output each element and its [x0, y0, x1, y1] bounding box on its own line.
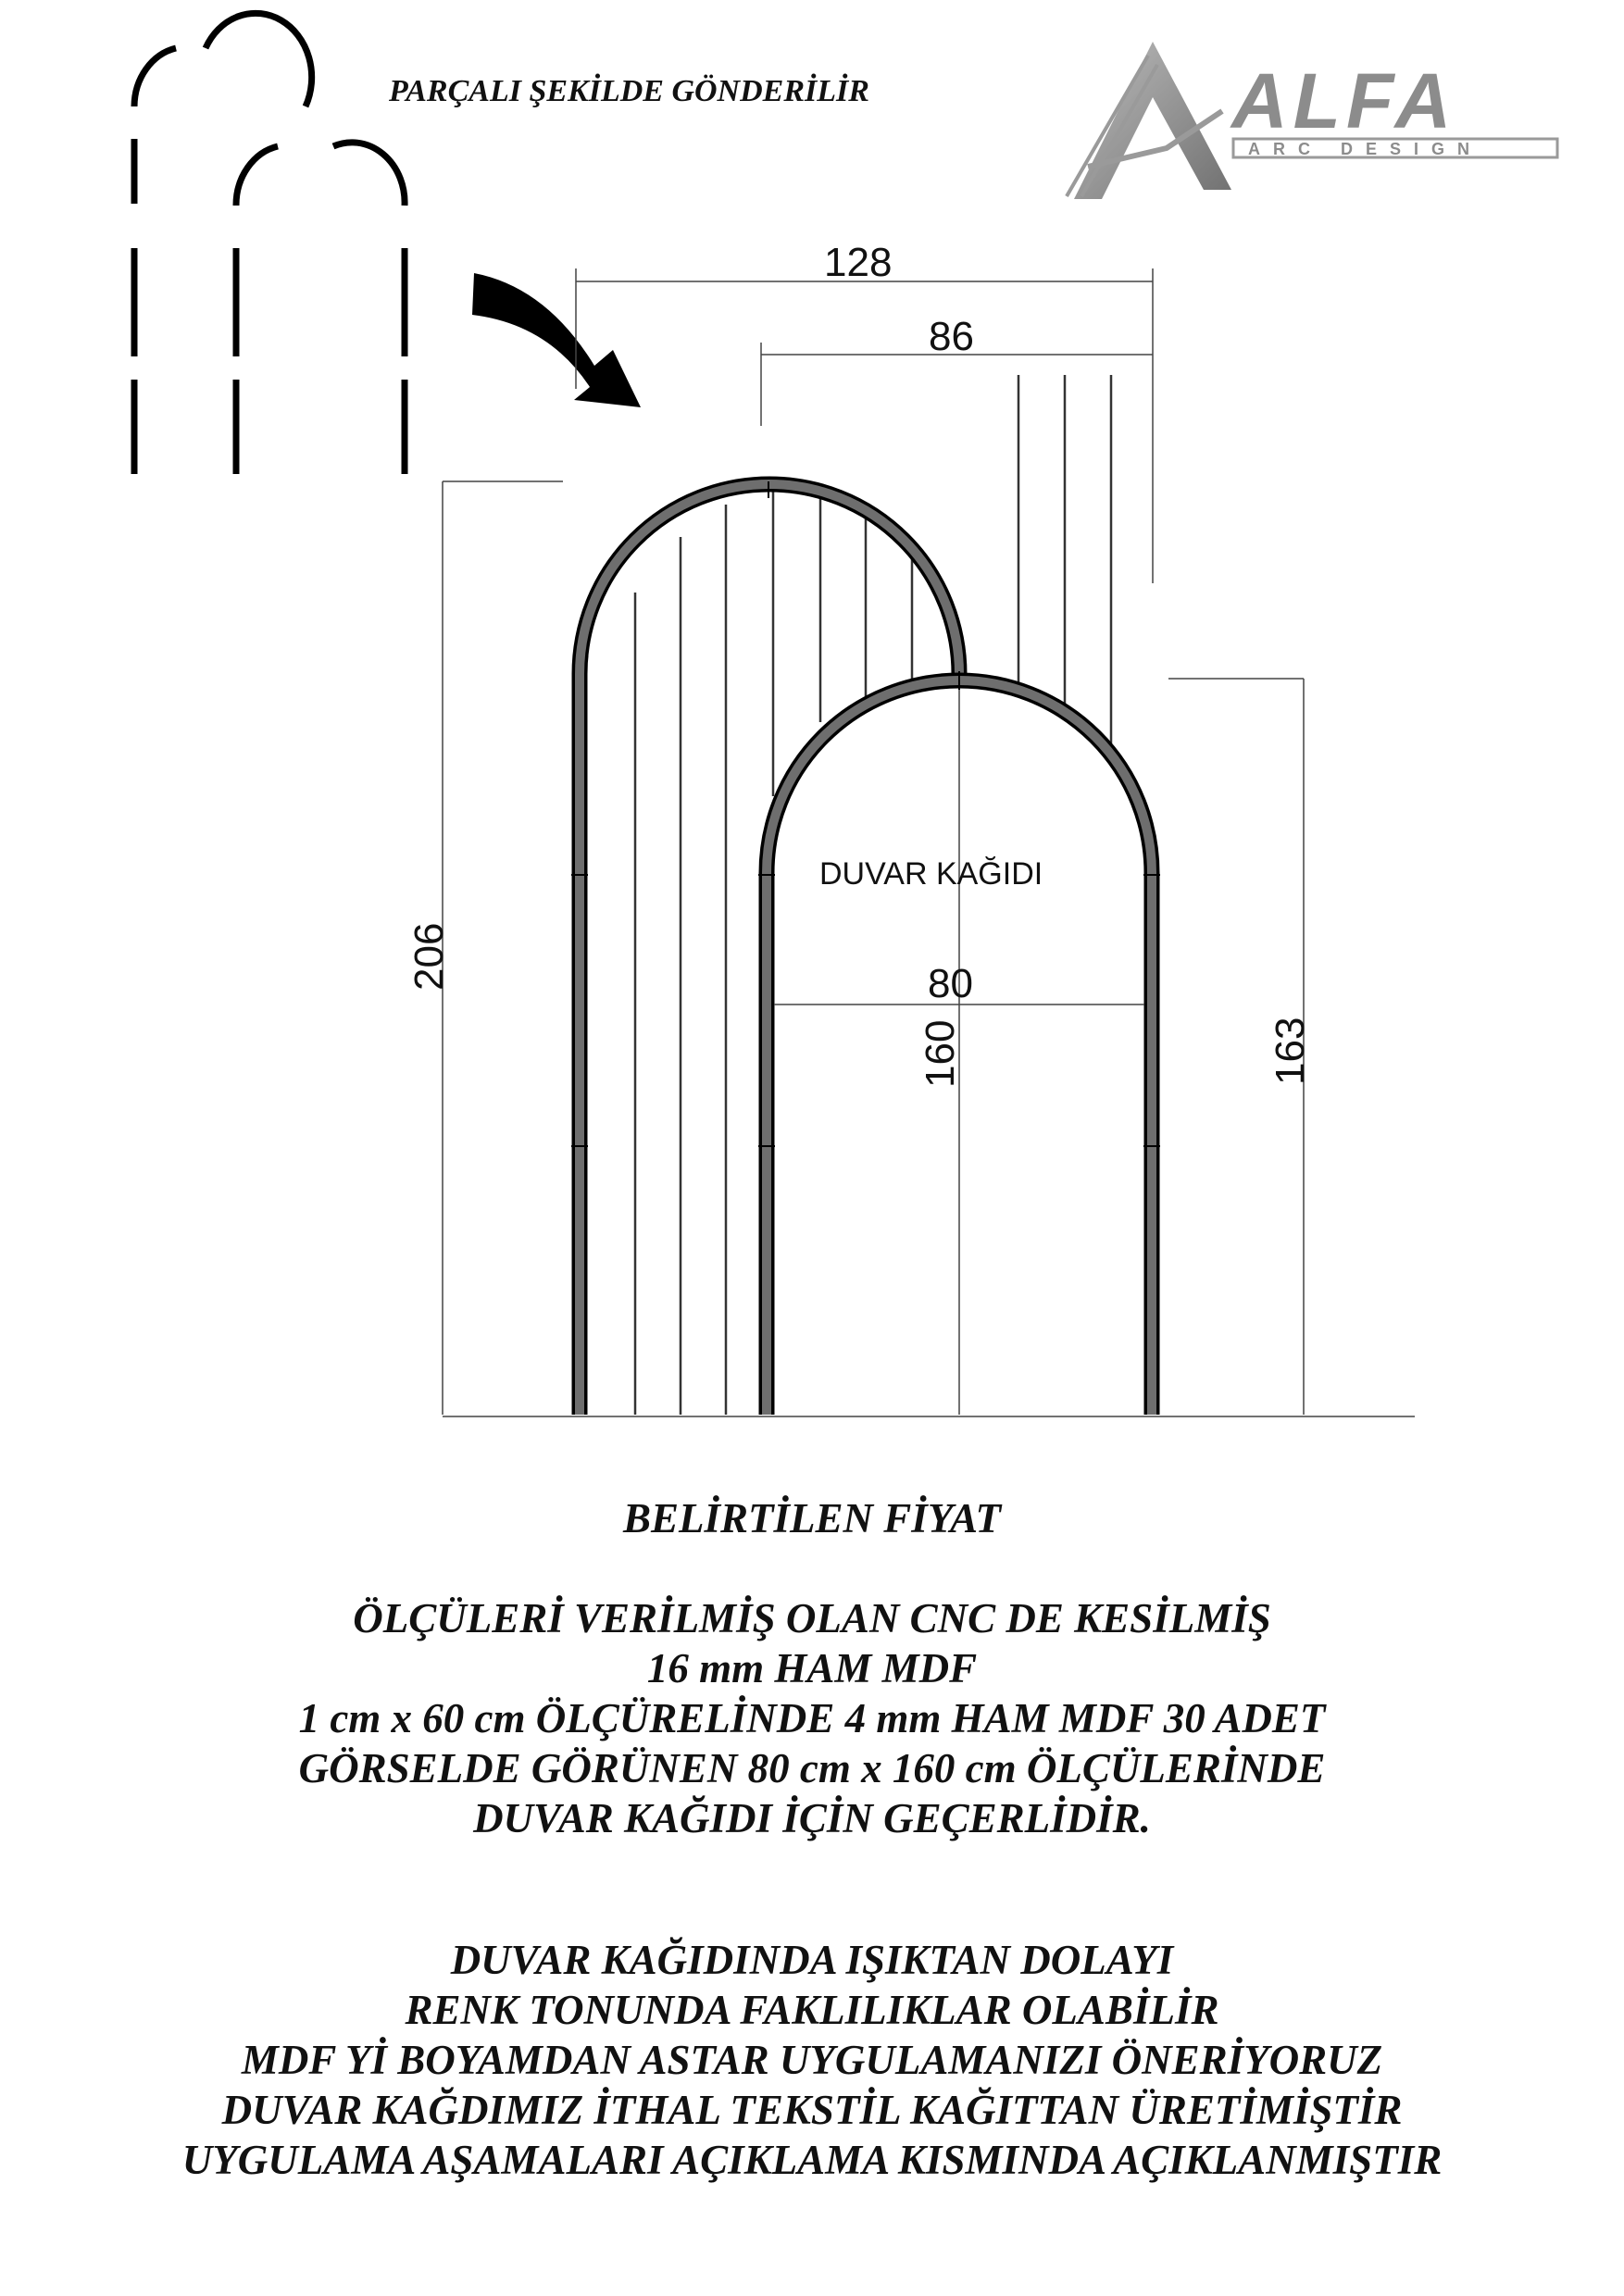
pricing-line: GÖRSELDE GÖRÜNEN 80 cm x 160 cm ÖLÇÜLERİNDE: [298, 1745, 1326, 1791]
panel-label: DUVAR KAĞIDI: [819, 856, 1043, 892]
pricing-line: ÖLÇÜLERİ VERİLMİŞ OLAN CNC DE KESİLMİŞ: [353, 1595, 1271, 1641]
note-line: MDF Yİ BOYAMDAN ASTAR UYGULAMANIZI ÖNERİYORUZ: [241, 2037, 1383, 2083]
logo-tagline: ARC DESIGN: [1248, 140, 1483, 158]
dim-163: 163: [1268, 1017, 1313, 1085]
notes-block: [0, 1935, 1624, 2185]
dim-160: 160: [918, 1019, 963, 1088]
pricing-line: 16 mm HAM MDF: [646, 1645, 978, 1691]
dim-86: 86: [929, 314, 974, 359]
pricing-line: 1 cm x 60 cm ÖLÇÜRELİNDE 4 mm HAM MDF 30 ADET: [298, 1695, 1326, 1741]
arrow-icon: [472, 273, 641, 407]
note-line: RENK TONUNDA FAKLILIKLAR OLABİLİR: [405, 1987, 1219, 2033]
pricing-line: DUVAR KAĞIDI İÇİN GEÇERLİDİR.: [473, 1795, 1151, 1841]
dim-80: 80: [928, 961, 973, 1006]
dim-128: 128: [824, 240, 893, 285]
pricing-title: BELİRTİLEN FİYAT: [623, 1495, 1001, 1541]
note-line: DUVAR KAĞIDINDA IŞIKTAN DOLAYI: [450, 1937, 1174, 1983]
pricing-block: [0, 1493, 1624, 1843]
dim-206: 206: [406, 922, 452, 991]
logo-brand: ALFA: [1231, 57, 1457, 144]
header-note: PARÇALI ŞEKİLDE GÖNDERİLİR: [389, 74, 869, 108]
parts-illustration: [134, 13, 405, 474]
note-line: DUVAR KAĞDIMIZ İTHAL TEKSTİL KAĞITTAN ÜRETİMİŞTİR: [221, 2087, 1403, 2133]
note-line: UYGULAMA AŞAMALARI AÇIKLAMA KISMINDA AÇIKLANMIŞTIR: [181, 2137, 1443, 2183]
